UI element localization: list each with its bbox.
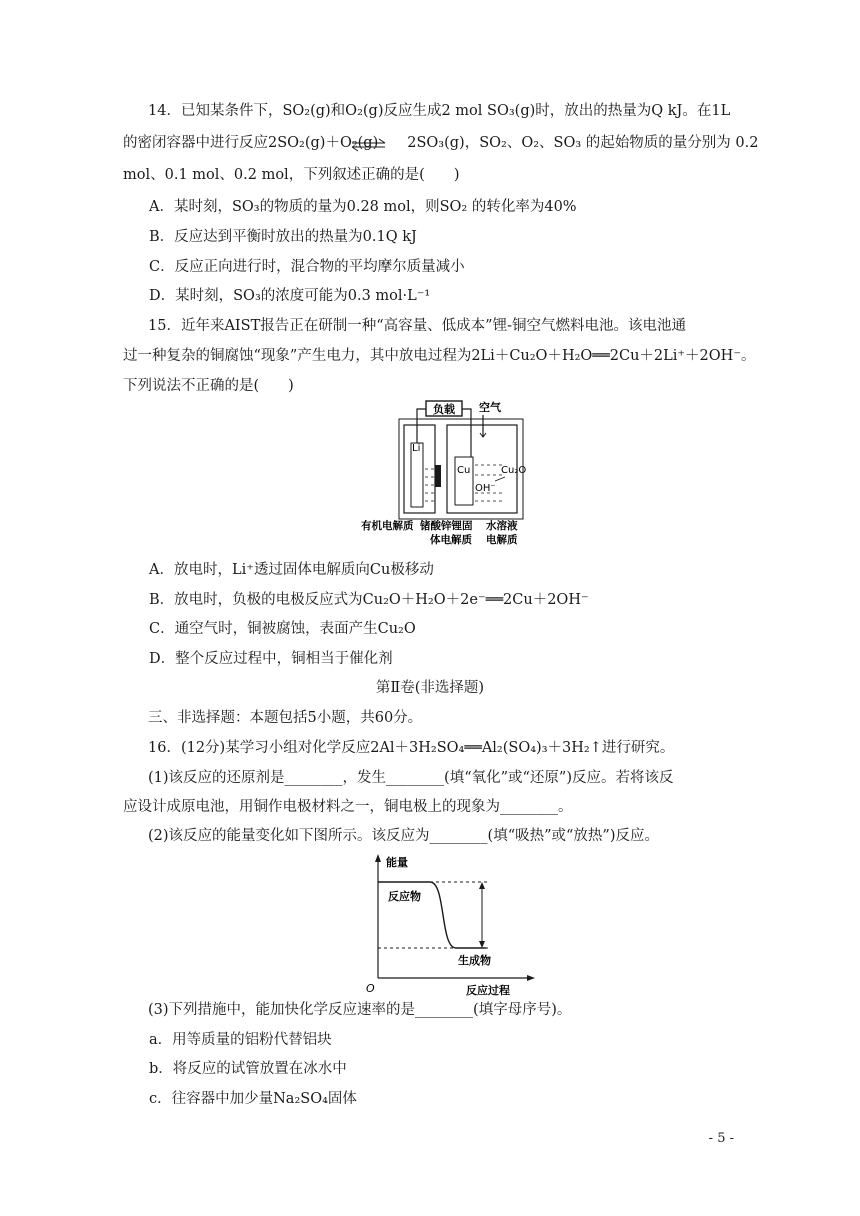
q14-line-1: 14．已知某条件下，SO₂(g)和O₂(g)反应生成2 mol SO₃(g)时，放出的热量为Q kJ。在1L bbox=[148, 103, 731, 119]
q14-option-b: B．反应达到平衡时放出的热量为0.1Q kJ bbox=[149, 229, 417, 245]
load-label: 负载 bbox=[433, 403, 455, 416]
q14-line-3: mol、0.1 mol、0.2 mol，下列叙述正确的是( ) bbox=[123, 167, 460, 183]
aqueous-electrolyte-label-2: 电解质 bbox=[486, 534, 518, 546]
q15-line-1: 15．近年来AIST报告正在研制一种“高容量、低成本”锂-铜空气燃料电池。该电池通 bbox=[148, 318, 686, 334]
q15-line-2: 过一种复杂的铜腐蚀“现象”产生电力，其中放电过程为2Li＋Cu₂O＋H₂O══2Cu＋2Li⁺＋2OH⁻。 bbox=[123, 348, 756, 364]
x-axis-label: 反应过程 bbox=[466, 984, 510, 997]
q16-part-2: (2)该反应的能量变化如下图所示。该反应为________(填“吸热”或“放热”)反应。 bbox=[148, 828, 660, 844]
q16-part-3: (3)下列措施中，能加快化学反应速率的是________(填字母序号)。 bbox=[148, 1002, 572, 1018]
cu2o-label: Cu₂O bbox=[501, 465, 527, 476]
battery-diagram bbox=[355, 397, 535, 549]
q15-option-d: D．整个反应过程中，铜相当于催化剂 bbox=[149, 651, 393, 667]
y-axis-label: 能量 bbox=[386, 856, 408, 869]
reactant-label: 反应物 bbox=[388, 890, 421, 903]
q15-line-3: 下列说法不正确的是( ) bbox=[123, 378, 294, 394]
q16-part-1-line-2: 应设计成原电池，用铜作电极材料之一，铜电极上的现象为________。 bbox=[123, 799, 573, 815]
q15-option-b: B．放电时，负极的电极反应式为Cu₂O＋H₂O＋2e⁻══2Cu＋2OH⁻ bbox=[149, 592, 589, 608]
q14-option-a: A．某时刻，SO₃的物质的量为0.28 mol，则SO₂ 的转化率为40% bbox=[149, 199, 577, 215]
product-label: 生成物 bbox=[458, 954, 491, 967]
cu-label: Cu bbox=[457, 465, 471, 476]
solid-electrolyte-label-2: 体电解质 bbox=[430, 534, 472, 546]
q16-option-a: a．用等质量的铝粉代替铝块 bbox=[149, 1032, 332, 1048]
organic-electrolyte-label: 有机电解质 bbox=[361, 520, 414, 532]
q14-option-d: D．某时刻，SO₃的浓度可能为0.3 mol·L⁻¹ bbox=[149, 288, 431, 304]
oh-label: OH⁻ bbox=[475, 483, 496, 494]
solid-electrolyte bbox=[435, 465, 441, 487]
reversible-arrow-icon bbox=[349, 137, 389, 153]
q15-option-c: C．通空气时，铜被腐蚀，表面产生Cu₂O bbox=[149, 621, 416, 637]
aqueous-electrolyte-label-1: 水溶液 bbox=[486, 520, 518, 532]
li-label: Li bbox=[412, 443, 421, 454]
q14-line-2-text: 的密闭容器中进行反应2SO₂(g)＋O₂(g) 2SO₃(g)，SO₂、O₂、SO₃ 的起始物质的量分别为 0.2 bbox=[123, 135, 759, 151]
part-2-title: 第Ⅱ卷(非选择题) bbox=[375, 680, 485, 696]
energy-diagram bbox=[360, 852, 540, 998]
air-label: 空气 bbox=[479, 401, 501, 414]
page-number: - 5 - bbox=[708, 1131, 734, 1146]
q16-part-1-line-1: (1)该反应的还原剂是________，发生________(填“氧化”或“还原”)反应。若将该反 bbox=[148, 770, 674, 786]
section-3-heading: 三、非选择题：本题包括5小题，共60分。 bbox=[148, 710, 423, 726]
q14-option-c: C．反应正向进行时，混合物的平均摩尔质量减小 bbox=[149, 259, 465, 275]
q15-option-a: A．放电时，Li⁺透过固体电解质向Cu极移动 bbox=[149, 562, 434, 578]
q14-line-2 bbox=[123, 133, 758, 153]
origin-label: O bbox=[366, 982, 375, 995]
q16-option-b: b．将反应的试管放置在冰水中 bbox=[149, 1061, 347, 1077]
q16-line-1: 16．(12分)某学习小组对化学反应2Al＋3H₂SO₄══Al₂(SO₄)₃＋3H₂↑进行研究。 bbox=[148, 740, 675, 756]
q16-option-c: c．往容器中加少量Na₂SO₄固体 bbox=[149, 1091, 357, 1107]
solid-electrolyte-label-1: 锗酸锌锂固 bbox=[420, 520, 473, 532]
